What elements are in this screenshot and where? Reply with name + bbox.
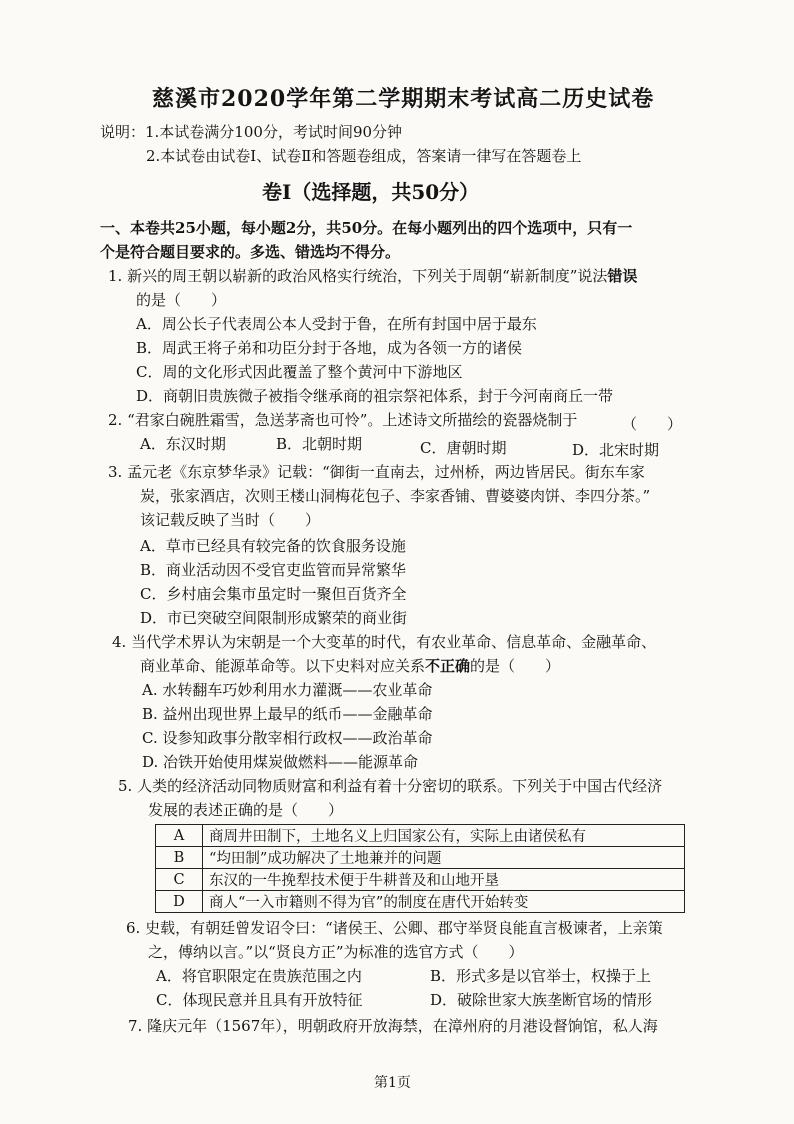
q2-stem: 2. “君家白碗胜霜雪，急送茅斋也可怜”。上述诗文所描绘的瓷器烧制于 [108, 411, 578, 429]
exam-note-1: 说明：1.本试卷满分100分，考试时间90分钟 [100, 123, 403, 141]
q2-answer-paren: （ ） [622, 415, 683, 433]
q1-option-d: D．商朝旧贵族微子被指令继承商的祖宗祭祀体系，封于今河南商丘一带 [136, 387, 614, 405]
q4-option-b: B. 益州出现世界上最早的纸币——金融革命 [142, 705, 433, 723]
q6-stem-line-1: 6. 史载，有朝廷曾发诏令曰：“诸侯王、公卿、郡守举贤良能直言极谏者，上亲策 [126, 919, 663, 937]
q2-option-b: B．北朝时期 [276, 435, 363, 453]
q5-options-table [155, 824, 685, 913]
page-title: 慈溪市2020学年第二学期期末考试高二历史试卷 [152, 86, 655, 112]
q4-option-c: C. 设参知政事分散宰相行政权——政治革命 [142, 729, 433, 747]
q3-stem-line-2: 炭，张家酒店，次则王楼山洞梅花包子、李家香铺、曹婆婆肉饼、李四分茶。” [140, 487, 651, 505]
q2-option-d: D．北宋时期 [572, 441, 660, 459]
q4-stem-text-end: 的是（ ） [470, 657, 561, 675]
q5-row-key: B [156, 847, 203, 869]
table-row [156, 891, 685, 913]
q6-stem-line-2: 之，傅纳以言。”以“贤良方正”为标准的选官方式（ ） [148, 943, 524, 961]
q1-option-c: C．周的文化形式因此覆盖了整个黄河中下游地区 [136, 363, 463, 381]
q3-option-d: D．市已突破空间限制形成繁荣的商业街 [140, 609, 408, 627]
table-row [156, 847, 685, 869]
q6-option-c: C．体现民意并且具有开放特征 [156, 991, 363, 1009]
q4-option-a: A. 水转翻车巧妙利用水力灌溉——农业革命 [142, 681, 433, 699]
q3-stem-line-3: 该记载反映了当时（ ） [140, 511, 321, 529]
q3-stem-line-1: 3. 孟元老《东京梦华录》记载：“御街一直南去，过州桥，两边皆居民。街东车家 [108, 463, 645, 481]
q3-option-c: C．乡村庙会集市虽定时一聚但百货齐全 [140, 585, 407, 603]
q4-option-d: D. 冶铁开始使用煤炭做燃料——能源革命 [142, 753, 419, 771]
q3-option-a: A．草市已经具有较完备的饮食服务设施 [140, 537, 406, 555]
q6-option-d: D．破除世家大族垄断官场的情形 [430, 991, 653, 1009]
q6-option-b: B．形式多是以官举士，权操于上 [430, 967, 652, 985]
q1-stem-text: 1. 新兴的周王朝以崭新的政治风格实行统治，下列关于周朝“崭新制度”说法 [108, 267, 608, 285]
q5-row-text: 东汉的一牛挽犁技术便于牛耕普及和山地开垦 [203, 869, 685, 891]
q5-row-text: 商周井田制下，土地名义上归国家公有，实际上由诸侯私有 [203, 825, 685, 847]
q2-option-a: A．东汉时期 [140, 435, 226, 453]
q1-option-a: A．周公长子代表周公本人受封于鲁，在所有封国中居于最东 [136, 315, 537, 333]
section-heading: 卷Ⅰ（选择题，共50分） [262, 180, 480, 204]
q5-stem-line-1: 5. 人类的经济活动同物质财富和利益有着十分密切的联系。下列关于中国古代经济 [118, 777, 663, 795]
q5-row-key: C [156, 869, 203, 891]
table-row [156, 869, 685, 891]
q4-stem-text: 商业革命、能源革命等。以下史料对应关系 [140, 657, 426, 675]
section-instructions-line-1: 一、本卷共25小题，每小题2分，共50分。在每小题列出的四个选项中，只有一 [100, 219, 633, 237]
q4-stem-line-1: 4. 当代学术界认为宋朝是一个大变革的时代，有农业革命、信息革命、金融革命、 [112, 633, 657, 651]
q5-row-text: “均田制”成功解决了土地兼并的问题 [203, 847, 685, 869]
section-instructions-line-2: 个是符合题目要求的。多选、错选均不得分。 [100, 243, 401, 261]
table-row [156, 825, 685, 847]
q1-option-b: B．周武王将子弟和功臣分封于各地，成为各领一方的诸侯 [136, 339, 523, 357]
q1-stem-emphasis: 错误 [607, 267, 638, 285]
q5-row-key: A [156, 825, 203, 847]
q2-option-c: C．唐朝时期 [420, 439, 507, 457]
exam-note-2: 2.本试卷由试卷Ⅰ、试卷Ⅱ和答题卷组成，答案请一律写在答题卷上 [146, 147, 582, 165]
q1-stem-line-2: 的是（ ） [136, 291, 227, 309]
q1-stem-line-1 [108, 266, 637, 286]
q7-stem-line-1: 7. 隆庆元年（1567年），明朝政府开放海禁，在漳州府的月港设督饷馆，私人海 [128, 1017, 658, 1035]
q5-row-key: D [156, 891, 203, 913]
q3-option-b: B．商业活动因不受官吏监管而异常繁华 [140, 561, 407, 579]
q5-stem-line-2: 发展的表述正确的是（ ） [148, 801, 344, 819]
q6-option-a: A．将官职限定在贵族范围之内 [156, 967, 362, 985]
q4-stem-line-2 [140, 656, 560, 676]
q5-row-text: 商人“一入市籍则不得为官”的制度在唐代开始转变 [203, 891, 685, 913]
page-number: 第1页 [374, 1075, 411, 1091]
q4-stem-emphasis: 不正确 [425, 657, 471, 675]
